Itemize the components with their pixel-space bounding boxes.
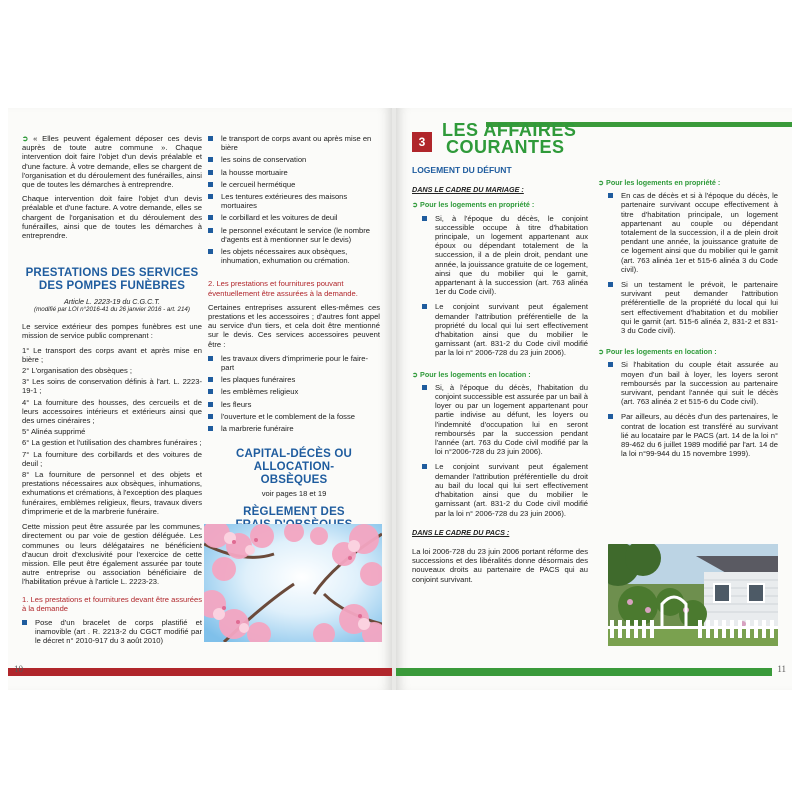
list-item: les fleurs [208, 400, 380, 409]
mariage-heading: DANS LE CADRE DU MARIAGE : [412, 185, 524, 195]
list-item: 3° Les soins de conservation définis à l'art. L. 2223-19-1 ; [22, 377, 202, 396]
page-number: 10 [14, 664, 23, 674]
square-bullet-icon [422, 304, 427, 309]
square-bullet-icon [208, 389, 213, 394]
list-item: le cercueil hermétique [208, 180, 380, 189]
arrow-icon: ➲ [412, 369, 421, 379]
square-bullet-icon [208, 402, 213, 407]
cherry-blossom-photo [204, 524, 382, 642]
reglement-title: RÈGLEMENT DES [243, 506, 345, 519]
list-item: les soins de conservation [208, 155, 380, 164]
list-item: les emblèmes religieux [208, 387, 380, 396]
left-column-2 [208, 134, 380, 544]
list-item: la housse mortuaire [208, 168, 380, 177]
list-item: Si, à l'époque du décès, le conjoint successible occupe à titre d'habitation principale, un logement appartenant aux époux ou dépendant totalement de la succession, il a de plein droit, pendant une année, la jouissance gratuite de ce logement, ainsi que du mobilier qui le garnit, appartenant à la succession (art. 763 alinéa 1er du Code civil). [412, 214, 588, 297]
square-bullet-icon [608, 362, 613, 367]
section-2-paragraph: Certaines entreprises assurent elles-mêmes ces prestations et les accessoires ; d'autres font appel au service d'un tiers, et cela doit être mentionné sur le devis. Ces services accessoires peuvent être : [208, 302, 380, 349]
square-bullet-icon [208, 356, 213, 361]
arrow-icon: ➲ [598, 178, 607, 187]
devis-paragraph: Chaque intervention doit faire l'objet d'un devis préalable et d'une facture. A votre demande, elles se chargent de l'organisation et du déroulement des funérailles, ainsi que de toutes les démarches à entreprendre. [22, 194, 202, 241]
right-column-1 [412, 166, 588, 589]
house-photo [608, 544, 778, 646]
intro-paragraph: ➲ « Elles peuvent également déposer ces devis auprès de toute autre commune ». Chaque intervention doit faire l'objet d'un devis préalable et d'une facture. À votre demande, elles se chargent de l'organisation et du déroulement des funérailles, ainsi que de toutes les démarches à entreprendre. [22, 134, 202, 190]
list-item: Le conjoint survivant peut également demander l'attribution préférentielle de la propriété du local qui lui sert effectivement d'habitation ainsi que du mobilier le garnissant (art. 831-2 du Code civil modifié par la loi n° 2006-728 du 23 juin 2006). [412, 302, 588, 357]
square-bullet-icon [608, 193, 613, 198]
square-bullet-icon [208, 182, 213, 187]
mariage-location-heading: ➲ Pour les logements en location : [412, 369, 531, 379]
list-item: le personnel exécutant le service (le nombre d'agents est à mentionner sur le devis) [208, 226, 380, 244]
list-item: la marbrerie funéraire [208, 424, 380, 433]
page-number: 11 [777, 664, 786, 674]
open-booklet [8, 108, 792, 690]
list-item: 5° Alinéa supprimé [22, 427, 86, 437]
section-1-heading: 1. Les prestations et fournitures devant être assurées à la demande [22, 594, 202, 613]
list-item: 4° La fourniture des housses, des cercueils et de leurs accessoires intérieurs et extérieurs ainsi que des urnes cinéraires ; [22, 397, 202, 426]
pacs-paragraph: La loi 2006-728 du 23 juin 2006 portant réforme des successions et des libéralités donne désormais des nouveaux droits au partenaire de PACS qui au conjoint survivant. [412, 546, 588, 584]
list-item: Par ailleurs, au décès d'un des partenaires, le contrat de location est transféré au survivant lié au locataire par le PACS (art. 14 de la loi n° 89-462 du 6 juillet 1989 modifié par l'art. 14 de la loi n°99-944 du 15 novembre 1999). [598, 412, 778, 458]
prestations-modif: (modifié par LOI n°2016-41 du 26 janvier 2016 - art. 214) [34, 306, 190, 314]
square-bullet-icon [608, 282, 613, 287]
list-item: Pose d'un bracelet de corps plastifié et inamovible (art . R. 2213-2 du CGCT modifié par le décret n° 2010-917 du 3 août 2010) [22, 618, 202, 646]
capital-deces-title: CAPITAL-DÉCÈS OU ALLOCATION-OBSÈQUES [235, 448, 353, 487]
square-bullet-icon [208, 377, 213, 382]
prestations-title: PRESTATIONS DES SERVICES DES POMPES FUNÈBRES [25, 267, 199, 293]
services-list [208, 134, 380, 265]
square-bullet-icon [208, 228, 213, 233]
list-item: les objets nécessaires aux obsèques, inhumation, exhumation ou crémation. [208, 247, 380, 265]
prestations-intro: Le service extérieur des pompes funèbres est une mission de service public comprenant : [22, 322, 202, 341]
chapter-title: LES AFFAIRES COURANTES [442, 120, 577, 157]
square-bullet-icon [208, 426, 213, 431]
square-bullet-icon [208, 157, 213, 162]
logement-title: LOGEMENT DU DÉFUNT [412, 165, 512, 175]
arrow-icon: ➲ [22, 134, 29, 143]
square-bullet-icon [208, 194, 213, 199]
right-column-2 [598, 178, 778, 461]
list-item: Si, à l'époque du décès, l'habitation du conjoint successible est assurée par un bail à loyer ou par un logement appartenant pour partie indivise au défunt, les loyers ou l'indemnité d'occupation lui en seront remboursés par la succession pendant l'année (art. 763 du Code civil modifié par la loi n°2006-728 du 23 juin 2006). [412, 383, 588, 457]
list-item: 8° La fourniture de personnel et des objets et prestations nécessaires aux obsèques, inhumations, exhumations et crémations, à l'exception des plaques funéraires, emblèmes religieux, fleurs, travaux divers d'imprimerie et de la marbrerie funéraire. [22, 470, 203, 516]
list-item: Le conjoint survivant peut également demander l'attribution préférentielle du droit au bail du local qui lui sert effectivement d'habitation ainsi que du mobilier le garnissant (art. 831-2 du Code civil modifié par la loi n° 2006-728 du 23 juin 2006). [412, 462, 588, 517]
footer-bar-red [8, 668, 392, 676]
arrow-icon: ➲ [598, 347, 607, 357]
list-item: les plaques funéraires [208, 375, 380, 384]
list-item: En cas de décès et si à l'époque du décès, le partenaire survivant occupe effectivement à titre d'habitation principale, un logement appartenant au couple ou dépendant totalement de la succession, il a de plein droit pendant une année, la jouissance gratuite de ce logement ainsi que du mobilier qui le garnit (art. 763 alinéa 1er et 515-6 alinéa 3 du Code civil). [598, 191, 778, 274]
mariage-propriete-heading: ➲ Pour les logements en propriété : [412, 200, 535, 210]
square-bullet-icon [208, 170, 213, 175]
mission-list [22, 346, 202, 516]
list-item: Les tentures extérieures des maisons mortuaires [208, 192, 380, 210]
square-bullet-icon [22, 620, 27, 625]
list-item: le corbillard et les voitures de deuil [208, 213, 380, 222]
prestations-article: Article L. 2223-19 du C.G.C.T. [63, 297, 160, 307]
left-page [8, 108, 392, 690]
square-bullet-icon [422, 216, 427, 221]
pacs-propriete-heading: ➲ Pour les logements en propriété : [598, 178, 721, 187]
list-item: 1° Le transport des corps avant et après mise en bière ; [22, 345, 202, 364]
list-item: le transport de corps avant ou après mise en bière [208, 134, 380, 152]
footer-bar-green [396, 668, 772, 676]
list-item: l'ouverture et le comblement de la fosse [208, 412, 380, 421]
accessory-list [208, 354, 380, 433]
left-column-1 [22, 134, 202, 649]
square-bullet-icon [608, 414, 613, 419]
chapter-number-badge: 3 [412, 132, 432, 152]
list-item: 2° L'organisation des obsèques ; [22, 366, 133, 376]
list-item: Si un testament le prévoit, le partenaire survivant peut demander l'attribution préférentielle de la propriété du local qui lui sert effectivement d'habitation et du mobilier qui le garnit (art. 515-6 alinéa 2, 831-2 et 831-3 du Code civil). [598, 280, 778, 335]
list-item: Si l'habitation du couple était assurée au moyen d'un bail à loyer, les loyers seront remboursés par la succession au partenaire survivant, pendant l'année qui suit le décès (art. 763 alinéa 2 et 515-6 du Code civil). [598, 360, 778, 406]
square-bullet-icon [422, 464, 427, 469]
square-bullet-icon [208, 136, 213, 141]
mission-paragraph: Cette mission peut être assurée par les communes, directement ou par voie de gestion déléguée. Les communes ou leurs délégataires ne bénéficient d'aucun droit d'exclusivité pour l'exercice de cette mission. Elle peut être également assurée par toute autre entreprise ou association bénéficiaire de l'habilitation prévue à l'article L. 2223-23. [22, 522, 202, 587]
square-bullet-icon [208, 249, 213, 254]
arrow-icon: ➲ [412, 200, 421, 210]
list-item: 7° La fourniture des corbillards et des voitures de deuil ; [22, 449, 202, 468]
square-bullet-icon [208, 215, 213, 220]
pacs-location-heading: ➲ Pour les logements en location : [598, 347, 717, 357]
pacs-heading: DANS LE CADRE DU PACS : [412, 527, 510, 537]
square-bullet-icon [422, 385, 427, 390]
section-2-heading: 2. Les prestations et fournitures pouvant éventuellement être assurées à la demande. [208, 279, 358, 298]
list-item: 6° La gestion et l'utilisation des chambres funéraires ; [22, 438, 202, 448]
square-bullet-icon [208, 414, 213, 419]
list-item: les travaux divers d'imprimerie pour le faire-part [208, 354, 380, 372]
capital-deces-ref: voir pages 18 et 19 [261, 489, 327, 499]
right-page [396, 108, 792, 690]
